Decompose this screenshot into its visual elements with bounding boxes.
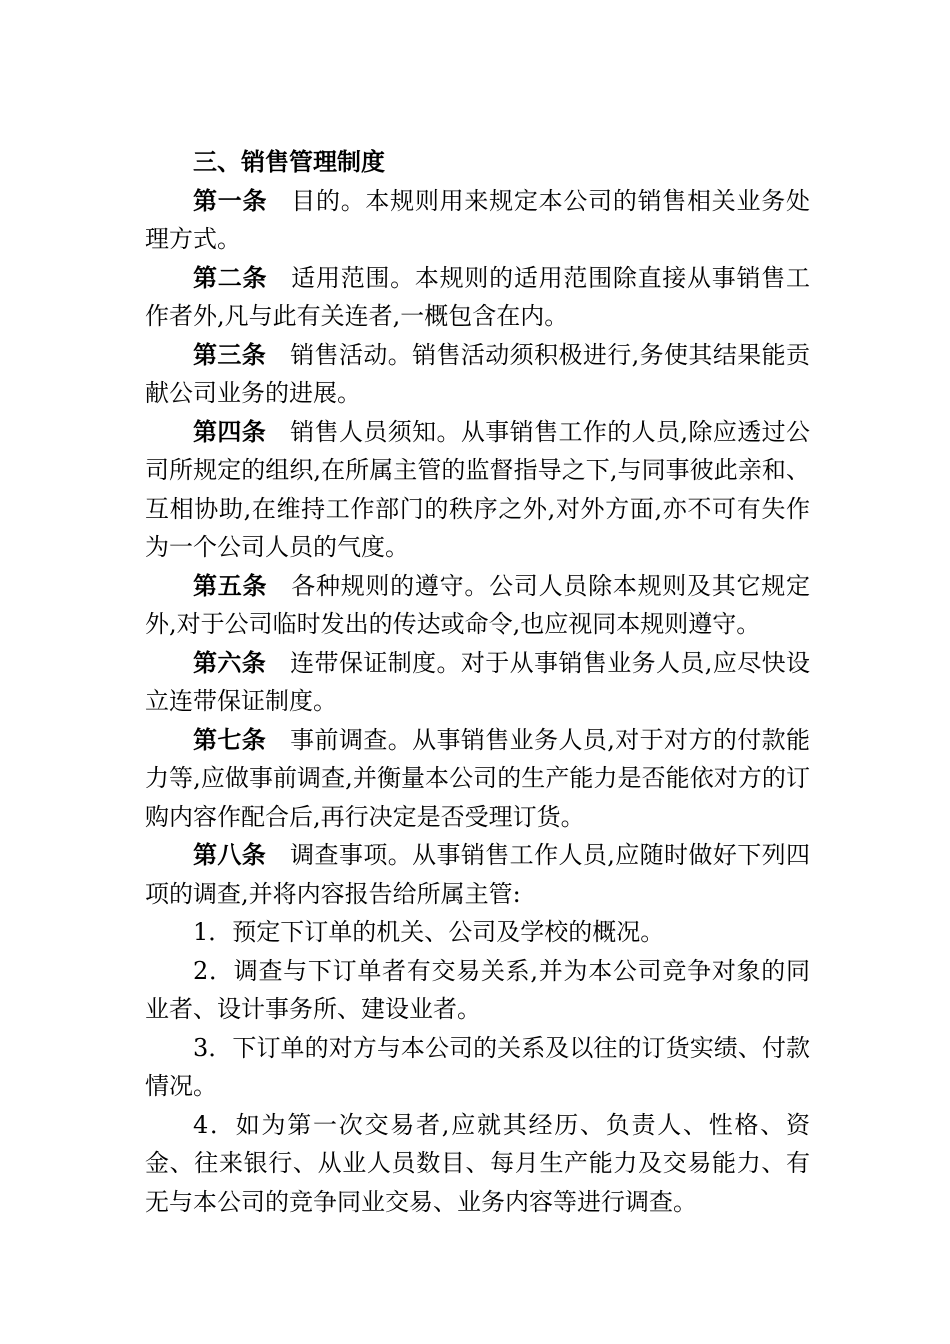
article-5 [145, 567, 810, 644]
article-label: 第四条 [193, 417, 267, 446]
document-body [145, 143, 810, 1221]
list-item: 1．预定下订单的机关、公司及学校的概况。 [193, 918, 665, 946]
article-label: 第一条 [193, 186, 268, 215]
article-label: 第八条 [193, 841, 267, 869]
article-2 [145, 259, 810, 336]
article-label: 第七条 [193, 725, 267, 754]
article-label: 第六条 [193, 648, 267, 677]
section-title: 三、销售管理制度 [193, 148, 385, 176]
article-label: 第五条 [193, 571, 268, 600]
article-6 [145, 644, 810, 721]
article-text: 销售活动。销售活动须积极进行,务使其结果能贡献公司业务的进展。 [145, 340, 810, 407]
article-text: 销售人员须知。从事销售工作的人员,除应透过公司所规定的组织,在所属主管的监督指导之下,与同事彼此亲和、互相协助,在维持工作部门的秩序之外,对外方面,亦不可有失作为一个公司人员的气度。 [145, 417, 810, 561]
article-text: 目的。本规则用来规定本公司的销售相关业务处理方式。 [145, 186, 810, 253]
article-text: 各种规则的遵守。公司人员除本规则及其它规定外,对于公司临时发出的传达或命令,也应视同本规则遵守。 [145, 571, 810, 638]
list-item: 3．下订单的对方与本公司的关系及以往的订货实绩、付款情况。 [145, 1033, 810, 1100]
article-text: 连带保证制度。对于从事销售业务人员,应尽快设立连带保证制度。 [145, 648, 810, 715]
article-4 [145, 413, 810, 567]
article-label: 第二条 [193, 263, 268, 292]
article-text: 事前调查。从事销售业务人员,对于对方的付款能力等,应做事前调查,并衡量本公司的生产能力是否能依对方的订购内容作配合后,再行决定是否受理订货。 [145, 725, 810, 831]
article-3 [145, 336, 810, 413]
article-text: 调查事项。从事销售工作人员,应随时做好下列四项的调查,并将内容报告给所属主管: [145, 841, 810, 908]
article-7 [145, 721, 810, 837]
article-8 [145, 836, 810, 913]
article-label: 第三条 [193, 340, 267, 369]
article-1 [145, 182, 810, 259]
list-item: 2．调查与下订单者有交易关系,并为本公司竞争对象的同业者、设计事务所、建设业者。 [145, 956, 810, 1023]
list-item: 4．如为第一次交易者,应就其经历、负责人、性格、资金、往来银行、从业人员数目、每月生产能力及交易能力、有无与本公司的竞争同业交易、业务内容等进行调查。 [145, 1110, 810, 1216]
article-text: 适用范围。本规则的适用范围除直接从事销售工作者外,凡与此有关连者,一概包含在内。 [145, 263, 810, 330]
